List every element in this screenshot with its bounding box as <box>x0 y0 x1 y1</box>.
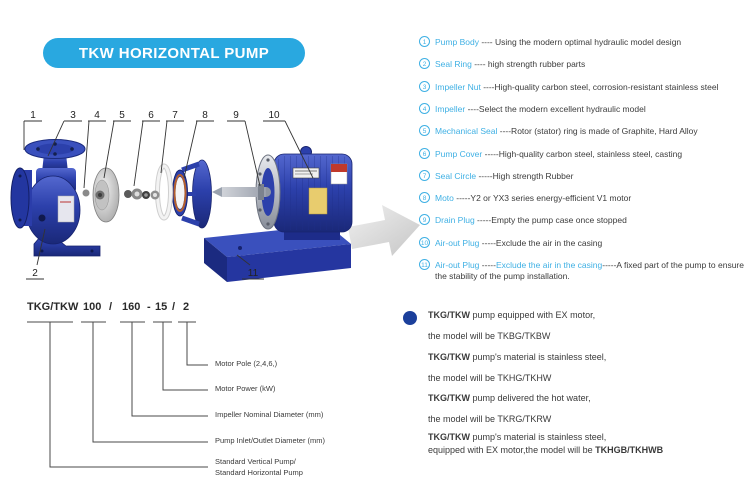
model-separator: - <box>147 301 151 313</box>
part-text <box>435 37 681 48</box>
impeller <box>83 168 120 222</box>
callout-3: 3 <box>70 110 76 121</box>
part-name: Impeller Nut <box>435 82 481 92</box>
part-description: ---- high strength rubber parts <box>471 59 586 69</box>
part-description: ----- <box>479 260 496 270</box>
part-name: Drain Plug <box>435 215 475 225</box>
part-number-badge: 7 <box>419 170 430 181</box>
note-text: pump's material is stainless steel, <box>470 352 607 362</box>
part-name: Impeller <box>435 104 466 114</box>
label-standard-horizontal: Standard Horizontal Pump <box>215 468 303 477</box>
part-text <box>435 82 718 93</box>
note-model-code: TKG/TKW <box>428 352 470 362</box>
part-number-badge: 11 <box>419 259 430 270</box>
note-text: pump equipped with EX motor, <box>470 310 596 320</box>
part-item-8 <box>419 193 750 204</box>
part-text <box>435 171 573 182</box>
part-number-badge: 4 <box>419 103 430 114</box>
callout-6: 6 <box>148 110 154 121</box>
page-title: TKW HORIZONTAL PUMP <box>78 44 270 62</box>
part-name: Air-out Plug <box>435 238 480 248</box>
part-item-7 <box>419 171 750 182</box>
page-title-banner <box>43 38 305 68</box>
part-item-5 <box>419 126 750 137</box>
note-line <box>428 331 550 341</box>
part-description: -----Y2 or YX3 series energy-efficient V1 motor <box>453 193 632 203</box>
note-line <box>428 393 591 403</box>
pump-cover <box>173 160 212 228</box>
label-inlet-outlet-diameter: Pump Inlet/Outlet Diameter (mm) <box>215 436 326 445</box>
part-name: Moto <box>435 193 454 203</box>
callout-1: 1 <box>30 110 36 121</box>
part-description: -----High-quality carbon steel, stainless steel, casting <box>482 149 683 159</box>
part-item-1 <box>419 37 750 48</box>
callout-9: 9 <box>233 110 239 121</box>
part-number-badge: 1 <box>419 36 430 47</box>
pump-exploded-diagram <box>8 98 428 298</box>
impeller-nut <box>83 190 90 197</box>
note-line <box>428 445 663 455</box>
model-tree-lines <box>27 301 357 491</box>
callout-8: 8 <box>202 110 208 121</box>
seal-ring <box>158 166 171 218</box>
right-arrow-icon <box>348 205 420 256</box>
callout-7: 7 <box>172 110 178 121</box>
part-number-badge: 10 <box>419 237 430 248</box>
label-standard-vertical: Standard Vertical Pump/ <box>215 457 296 466</box>
part-description: ----High-quality carbon steel, corrosion-resistant stainless steel <box>480 82 719 92</box>
model-variant-notes <box>400 308 756 468</box>
note-text: the model will be TKHG/TKHW <box>428 373 552 383</box>
part-item-6 <box>419 149 750 160</box>
model-separator: / <box>109 301 113 313</box>
part-description: -----Exclude the air in the casing <box>479 238 603 248</box>
part-item-10 <box>419 238 750 249</box>
mechanical-seal-parts <box>124 189 160 200</box>
part-number-badge: 2 <box>419 58 430 69</box>
callout-11: 11 <box>247 268 259 279</box>
part-description: -----Empty the pump case once stopped <box>474 215 627 225</box>
part-item-2 <box>419 59 750 70</box>
note-text: pump's material is stainless steel, <box>470 432 607 442</box>
part-text <box>435 215 627 226</box>
part-description-highlight: Exclude the air in the casing <box>495 260 603 270</box>
part-number-badge: 6 <box>419 148 430 159</box>
part-name: Mechanical Seal <box>435 126 498 136</box>
part-description: ----Rotor (stator) ring is made of Graphite, Hard Alloy <box>497 126 698 136</box>
note-line <box>428 352 606 362</box>
callout-2: 2 <box>32 268 38 279</box>
model-segment-impeller: 160 <box>122 301 141 313</box>
callout-10: 10 <box>268 110 280 121</box>
note-model-code: TKG/TKW <box>428 432 470 442</box>
label-motor-power: Motor Power (kW) <box>215 384 276 393</box>
part-number-badge: 3 <box>419 81 430 92</box>
part-number-badge: 8 <box>419 192 430 203</box>
part-item-4 <box>419 104 750 115</box>
model-segment-power: 15 <box>155 301 168 313</box>
part-description: ----Select the modern excellent hydraulic model <box>465 104 646 114</box>
part-name: Seal Ring <box>435 59 472 69</box>
model-separator: / <box>172 301 176 313</box>
part-text <box>435 238 602 249</box>
note-text: the model will be TKRG/TKRW <box>428 414 552 424</box>
part-item-3 <box>419 82 750 93</box>
part-item-9 <box>419 215 750 226</box>
note-model-code: TKHGB/TKHWB <box>595 445 664 455</box>
model-nomenclature <box>27 301 367 496</box>
label-motor-pole: Motor Pole (2,4,6,) <box>215 359 278 368</box>
callout-4: 4 <box>94 110 100 121</box>
note-model-code: TKG/TKW <box>428 393 470 403</box>
note-text: the model will be TKBG/TKBW <box>428 331 551 341</box>
note-text: equipped with EX motor,the model will be <box>428 445 596 455</box>
note-line <box>428 432 606 442</box>
part-text <box>435 260 750 282</box>
part-name: Air-out Plug <box>435 260 480 270</box>
note-model-code: TKG/TKW <box>428 310 470 320</box>
note-line <box>428 414 551 424</box>
part-description: ---- Using the modern optimal hydraulic model design <box>478 37 682 47</box>
note-text: pump delivered the hot water, <box>470 393 591 403</box>
part-text <box>435 59 585 70</box>
part-text <box>435 126 698 137</box>
model-segment-series: TKG/TKW <box>27 301 79 313</box>
part-description: -----High strength Rubber <box>476 171 574 181</box>
part-name: Pump Cover <box>435 149 483 159</box>
model-segment-pole: 2 <box>183 301 190 313</box>
part-text <box>435 104 646 115</box>
part-name: Seal Circle <box>435 171 477 181</box>
part-description-tail: -----A fixed part of the pump to ensure the stability of the pump installation. <box>435 260 744 281</box>
part-number-badge: 5 <box>419 125 430 136</box>
part-name: Pump Body <box>435 37 479 47</box>
part-number-badge: 9 <box>419 214 430 225</box>
note-line <box>428 310 595 320</box>
model-segment-inlet: 100 <box>83 301 102 313</box>
part-item-11 <box>419 260 750 282</box>
parts-list <box>419 37 750 299</box>
label-impeller-diameter: Impeller Nominal Diameter (mm) <box>215 410 324 419</box>
part-text <box>435 149 682 160</box>
note-line <box>428 373 551 383</box>
callout-5: 5 <box>119 110 125 121</box>
bullet-icon <box>403 311 417 325</box>
part-text <box>435 193 631 204</box>
